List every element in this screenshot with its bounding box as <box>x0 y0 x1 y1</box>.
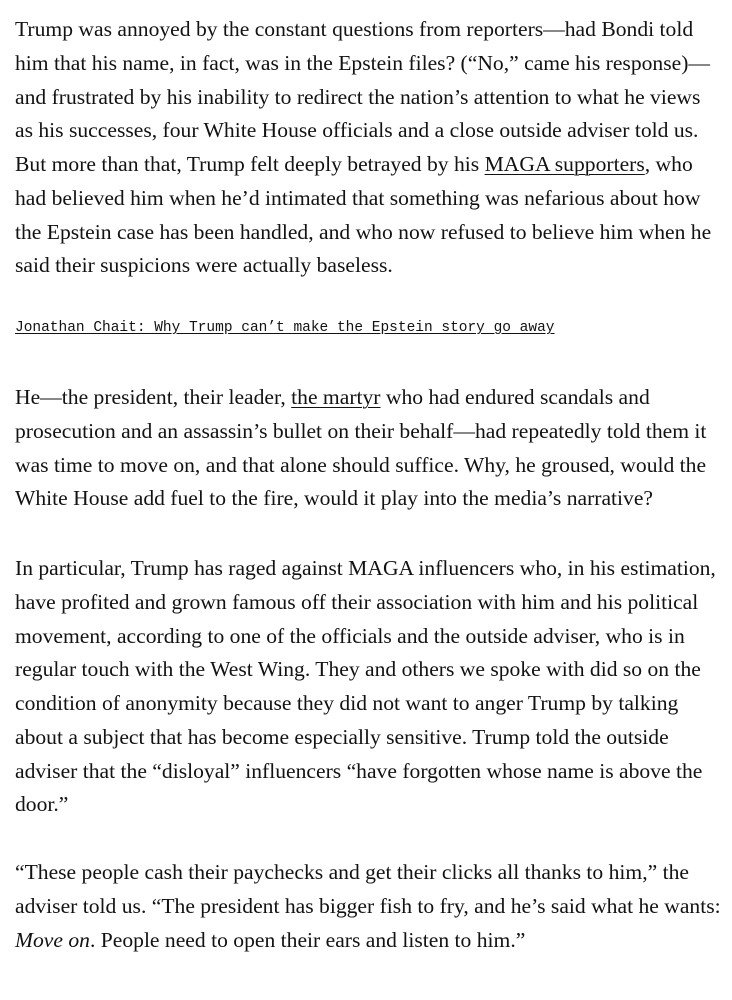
paragraph <box>15 381 721 516</box>
paragraph-text: who had endured scandals and prosecution and an assassin’s bullet on their behalf—had repeatedly told them it was time to move on, and that alone should suffice. Why, he groused, would the White House add fuel to the fire, would it play into the media’s narrative? <box>15 385 707 511</box>
related-article-link[interactable]: Jonathan Chait: Why Trump can’t make the Epstein story go away <box>15 320 555 336</box>
maga-supporters-link[interactable]: MAGA supporters <box>484 152 645 176</box>
paragraph <box>15 856 721 957</box>
the-martyr-link[interactable]: the martyr <box>291 385 381 409</box>
article-body <box>15 13 721 957</box>
paragraph-text: . People need to open their ears and listen to him.” <box>89 927 526 952</box>
paragraph-text: “These people cash their paychecks and get their clicks all thanks to him,” the adviser told us. “The president has bigger fish to fry, and he’s said what he wants: <box>15 860 721 918</box>
paragraph-text: Trump was annoyed by the constant questions from reporters—had Bondi told him that his name, in fact, was in the Epstein files? (“No,” came his response)—and frustrated by his inability to redirect the nation’s attention to what he views as his successes, four White House officials and a close outside adviser told us. But more than that, Trump felt deeply betrayed by his <box>15 17 710 176</box>
related-article <box>15 318 721 338</box>
emphasis-text: Move on <box>15 927 90 952</box>
paragraph-text: , who had believed him when he’d intimated that something was nefarious about how the Epstein case has been handled, and who now refused to believe him when he said their suspicions were actually baseless. <box>15 152 712 278</box>
paragraph-text: He—the president, their leader, <box>15 385 292 409</box>
paragraph <box>15 13 721 283</box>
paragraph: In particular, Trump has raged against MAGA influencers who, in his estimation, have profited and grown famous off their association with him and his political movement, according to one of the officials and the outside adviser, who is in regular touch with the West Wing. They and others we spoke with did so on the condition of anonymity because they did not want to anger Trump by talking about a subject that has become especially sensitive. Trump told the outside adviser that the “disloyal” influencers “have forgotten whose name is above the door.” <box>15 556 716 817</box>
